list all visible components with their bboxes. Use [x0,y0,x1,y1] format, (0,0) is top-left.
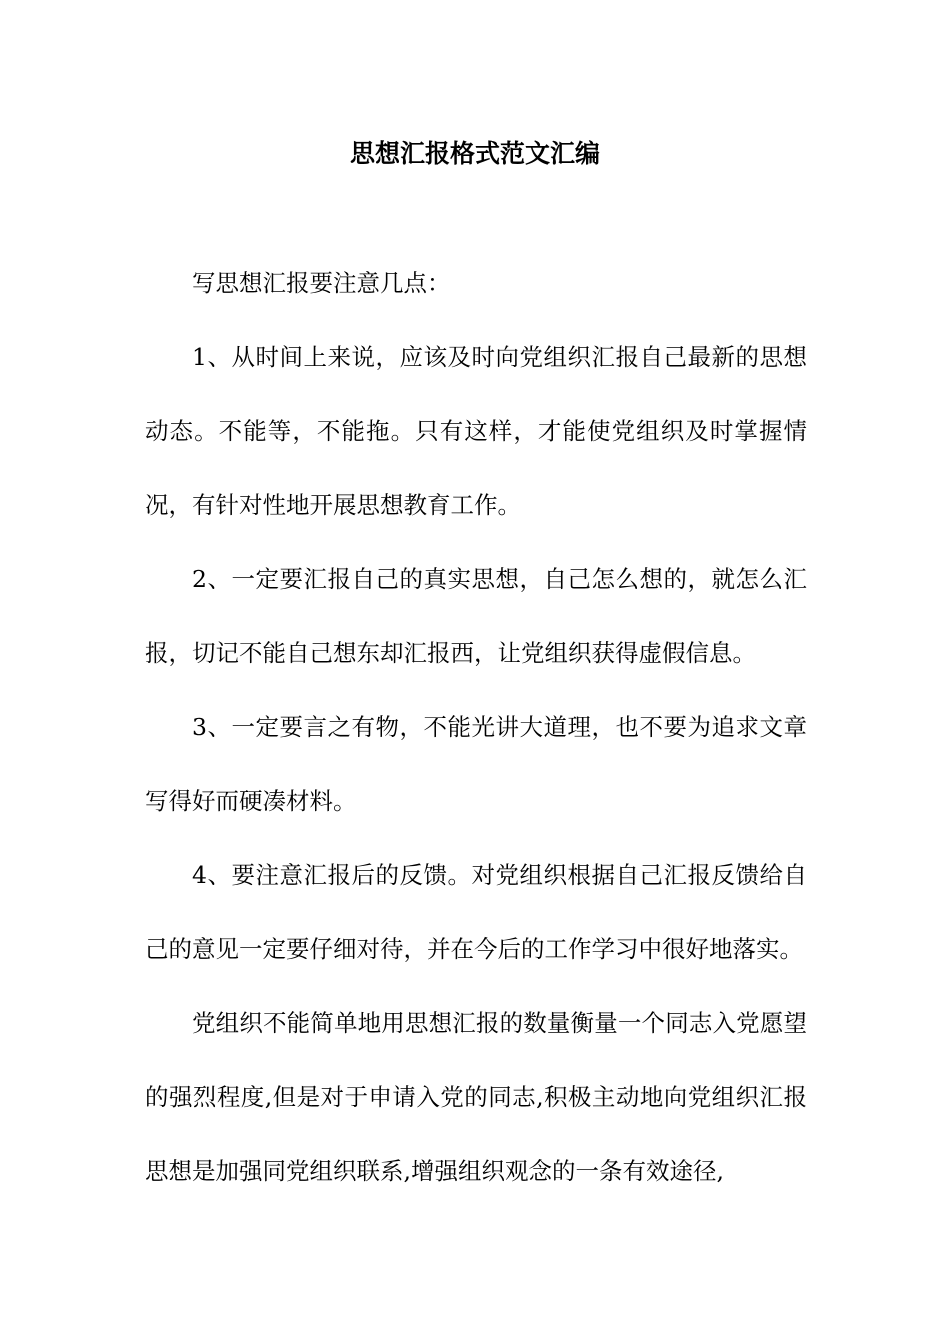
document-body [145,246,807,1208]
paragraph-point-4: 4、要注意汇报后的反馈。对党组织根据自己汇报反馈给自己的意见一定要仔细对待，并在今后的工作学习中很好地落实。 [145,861,807,963]
paragraph-intro: 写思想汇报要注意几点： [192,269,451,297]
paragraph-point-3: 3、一定要言之有物，不能光讲大道理，也不要为追求文章写得好而硬凑材料。 [145,713,807,815]
paragraph-point-2: 2、一定要汇报自己的真实思想，自己怎么想的，就怎么汇报，切记不能自己想东却汇报西，让党组织获得虚假信息。 [145,565,807,667]
document-title: 思想汇报格式范文汇编 [349,139,600,168]
paragraph-closing: 党组织不能简单地用思想汇报的数量衡量一个同志入党愿望的强烈程度,但是对于申请入党的同志,积极主动地向党组织汇报思想是加强同党组织联系,增强组织观念的一条有效途径, [145,1009,807,1185]
paragraph-point-1: 1、从时间上来说，应该及时向党组织汇报自己最新的思想动态。不能等，不能拖。只有这样，才能使党组织及时掌握情况，有针对性地开展思想教育工作。 [145,343,807,519]
